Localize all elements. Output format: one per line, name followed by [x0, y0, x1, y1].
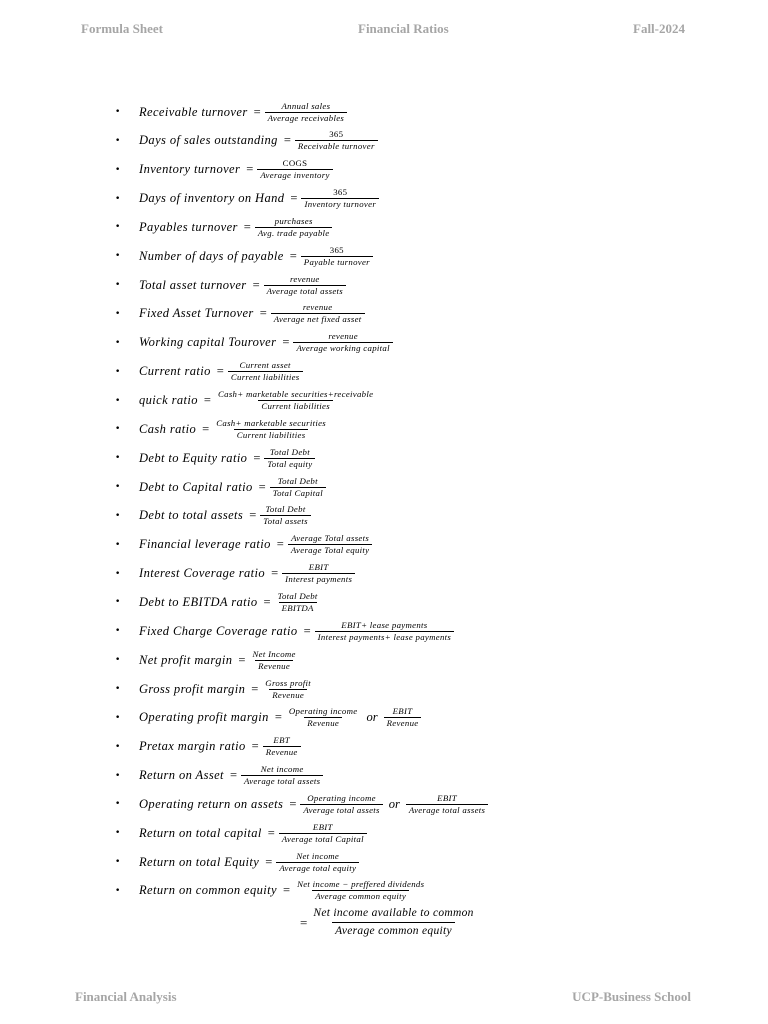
bullet-icon: •: [115, 107, 121, 117]
fraction-numerator: Current asset: [239, 360, 291, 371]
formula-row: [115, 387, 735, 415]
fraction-numerator: EBIT+ lease payments: [341, 619, 428, 630]
bullet-icon: •: [115, 885, 121, 896]
fraction: [213, 418, 329, 441]
fraction-numerator: Net income − preffered dividends: [297, 879, 425, 890]
formula-row: [115, 588, 735, 616]
fraction-denominator: Receivable turnover: [295, 140, 378, 152]
fraction-numerator: Operating income: [307, 792, 376, 803]
fraction-numerator: 365: [329, 244, 344, 255]
fraction: [301, 187, 379, 210]
formula-row: [115, 213, 735, 241]
footer-right-text: UCP-Business School: [572, 989, 691, 1004]
equals-sign: =: [282, 335, 290, 350]
fraction: [279, 822, 367, 845]
formula-name: Receivable turnover: [139, 104, 248, 119]
formula-name: Debt to total assets: [139, 508, 244, 523]
fraction: [295, 129, 378, 152]
fraction-denominator: Average total assets: [264, 285, 346, 297]
equals-sign: =: [258, 479, 266, 494]
bullet-icon: •: [115, 712, 121, 723]
equals-sign: =: [303, 623, 311, 638]
formula-name: Operating return on assets: [139, 796, 284, 811]
formula-row: [115, 271, 735, 299]
bullet-icon: •: [115, 799, 121, 810]
formula-row: [115, 848, 735, 876]
fraction-numerator: EBT: [273, 735, 290, 746]
formula-row: [115, 819, 735, 847]
bullet-icon: •: [115, 424, 121, 435]
fraction-numerator: Annual sales: [281, 100, 331, 111]
fraction-numerator: EBIT: [312, 821, 333, 832]
fraction-denominator: Current liabilities: [228, 371, 303, 383]
page-footer: [0, 989, 768, 1009]
fraction-denominator: Revenue: [384, 717, 422, 729]
fraction-numerator: COGS: [282, 158, 308, 169]
formula-row: [115, 300, 735, 328]
or-text: or: [388, 796, 400, 811]
fraction: [264, 447, 315, 470]
fraction-denominator: Average total assets: [241, 775, 323, 787]
fraction-denominator: Total equity: [264, 458, 315, 470]
formula-name: quick ratio: [139, 393, 198, 407]
fraction-denominator: Total assets: [260, 515, 311, 527]
bullet-icon: •: [115, 453, 121, 464]
fraction-numerator: EBIT: [437, 792, 457, 803]
fraction-numerator: Average Total assets: [291, 533, 370, 544]
fraction-denominator: Avg. trade payable: [255, 227, 333, 239]
fraction-denominator: Average common equity: [312, 890, 409, 902]
fraction-numerator: Gross profit: [265, 677, 312, 688]
fraction-denominator: Average total equity: [276, 862, 359, 874]
fraction: [276, 851, 359, 874]
bullet-icon: •: [115, 539, 121, 550]
fraction-denominator: Average Total equity: [288, 544, 372, 556]
fraction-denominator: Payable turnover: [301, 256, 373, 268]
equals-sign: =: [229, 768, 237, 783]
fraction: [264, 274, 346, 297]
fraction-denominator: Revenue: [304, 717, 342, 729]
bullet-icon: •: [115, 337, 121, 348]
formula-row: [115, 242, 735, 270]
fraction-numerator: Cash+ marketable securities+receivable: [217, 389, 374, 399]
formula-name: Debt to Equity ratio: [139, 450, 248, 465]
formula-continuation: [300, 905, 477, 940]
fraction-numerator: purchases: [274, 215, 313, 226]
formula-row: [115, 675, 735, 703]
formula-row: [115, 358, 735, 386]
formula-row: [115, 127, 735, 155]
fraction: [288, 533, 372, 556]
bullet-icon: •: [115, 280, 121, 291]
equals-sign: =: [289, 248, 297, 263]
formula-name: Financial leverage ratio: [139, 537, 271, 552]
bullet-icon: •: [115, 626, 121, 637]
footer-left-text: Financial Analysis: [75, 989, 177, 1004]
formula-name: Debt to EBITDA ratio: [139, 594, 258, 609]
equals-sign: =: [243, 219, 251, 234]
bullet-icon: •: [115, 655, 121, 666]
fraction-denominator: Average total assets: [406, 804, 488, 816]
fraction-denominator: Average common equity: [332, 922, 455, 940]
fraction-denominator: Revenue: [269, 689, 307, 701]
fraction: [260, 504, 311, 527]
fraction: [275, 591, 321, 614]
fraction: [265, 101, 347, 124]
page-header: [0, 21, 768, 41]
equals-sign: =: [300, 914, 308, 930]
fraction-denominator: Average working capital: [293, 342, 392, 354]
fraction-denominator: Interest payments+ lease payments: [315, 631, 455, 643]
bullet-icon: •: [115, 135, 121, 146]
formula-name: Return on total capital: [139, 825, 262, 840]
fraction-denominator: Current liabilities: [234, 429, 309, 441]
fraction: [301, 245, 373, 268]
bullet-icon: •: [115, 308, 121, 319]
formula-row: [115, 704, 735, 732]
fraction-numerator: EBIT: [392, 706, 413, 717]
fraction-numerator: 365: [329, 129, 344, 140]
bullet-icon: •: [115, 251, 121, 262]
equals-sign: =: [290, 191, 298, 206]
fraction-numerator: Net income available to common: [313, 907, 474, 919]
equals-sign: =: [203, 393, 211, 407]
fraction-numerator: Cash+ marketable securities: [216, 417, 327, 428]
formula-name: Fixed Asset Turnover: [139, 306, 254, 321]
fraction-numerator: Total Debt: [277, 475, 318, 486]
bullet-icon: •: [115, 222, 121, 233]
equals-sign: =: [265, 854, 273, 869]
fraction: [215, 389, 376, 412]
fraction-numerator: 365: [333, 187, 348, 198]
formula-row: [115, 617, 735, 645]
bullet-icon: •: [115, 510, 121, 521]
fraction-denominator: Inventory turnover: [301, 198, 379, 210]
formula-row: [115, 790, 735, 818]
fraction-denominator: Revenue: [263, 746, 301, 758]
header-right-text: Fall-2024: [633, 21, 685, 36]
fraction: [262, 678, 314, 701]
formula-name: Days of inventory on Hand: [139, 191, 285, 206]
fraction-numerator: Total Debt: [277, 590, 318, 601]
formula-name: Return on Asset: [139, 768, 224, 783]
bullet-icon: •: [115, 164, 121, 175]
formula-name: Total asset turnover: [139, 277, 247, 292]
equals-sign: =: [249, 508, 257, 523]
formula-name: Interest Coverage ratio: [139, 566, 266, 581]
formula-name: Number of days of payable: [139, 248, 284, 263]
fraction: [286, 706, 361, 729]
fraction: [282, 562, 355, 585]
formula-name: Operating profit margin: [139, 710, 269, 725]
formula-name: Fixed Charge Coverage ratio: [139, 623, 298, 638]
or-text: or: [366, 710, 378, 725]
formula-row: [115, 646, 735, 674]
equals-sign: =: [276, 537, 284, 552]
fraction: [406, 793, 488, 816]
fraction: [241, 764, 323, 787]
fraction-numerator: Net income: [296, 850, 340, 861]
header-left-text: Formula Sheet: [81, 21, 163, 36]
equals-sign: =: [263, 594, 271, 609]
bullet-icon: •: [115, 193, 121, 204]
fraction: [255, 216, 333, 239]
fraction: [271, 302, 365, 325]
fraction-denominator: Total Capital: [270, 487, 326, 499]
fraction: [384, 706, 422, 729]
formula-name: Current ratio: [139, 364, 211, 379]
equals-sign: =: [283, 883, 291, 898]
bullet-icon: •: [115, 857, 121, 868]
fraction-numerator: Total Debt: [269, 446, 310, 457]
fraction-denominator: Current liabilities: [258, 400, 333, 412]
bullet-icon: •: [115, 597, 121, 608]
bullet-icon: •: [115, 770, 121, 781]
formula-name: Inventory turnover: [139, 162, 241, 177]
fraction-numerator: revenue: [328, 331, 358, 342]
formula-row: [115, 156, 735, 184]
equals-sign: =: [251, 739, 259, 754]
fraction-numerator: revenue: [302, 302, 333, 313]
fraction: [315, 620, 455, 643]
formula-row: [115, 185, 735, 213]
fraction: [294, 879, 427, 902]
fraction: [228, 360, 303, 383]
bullet-icon: •: [115, 395, 121, 406]
formula-name: Return on common equity: [139, 883, 277, 898]
fraction-denominator: Average inventory: [257, 169, 332, 181]
formula-row: [115, 877, 735, 905]
fraction-numerator: EBIT: [308, 562, 329, 573]
bullet-icon: •: [115, 568, 121, 579]
formula-name: Return on total Equity: [139, 854, 260, 869]
fraction-denominator: Average net fixed asset: [271, 313, 365, 325]
formula-name: Payables turnover: [139, 219, 238, 234]
formula-name: Days of sales outstanding: [139, 133, 278, 148]
equals-sign: =: [274, 710, 282, 725]
equals-sign: =: [238, 652, 246, 667]
equals-sign: =: [251, 681, 259, 696]
formula-row: [115, 98, 735, 126]
formula-name: Cash ratio: [139, 421, 197, 436]
equals-sign: =: [253, 450, 261, 465]
equals-sign: =: [252, 277, 260, 292]
equals-sign: =: [271, 566, 279, 581]
formula-row: [115, 444, 735, 472]
fraction-numerator: revenue: [290, 273, 320, 284]
fraction-numerator: Operating income: [288, 706, 358, 717]
fraction: [310, 905, 476, 940]
fraction-denominator: Average total Capital: [279, 833, 367, 845]
fraction: [257, 158, 332, 181]
bullet-icon: •: [115, 366, 121, 377]
formula-row: [115, 733, 735, 761]
equals-sign: =: [259, 306, 267, 321]
fraction-denominator: Average total assets: [300, 804, 382, 816]
equals-sign: =: [202, 421, 210, 436]
formula-row: [115, 560, 735, 588]
fraction: [270, 476, 326, 499]
formula-row: [115, 502, 735, 530]
equals-sign: =: [289, 796, 297, 811]
fraction-denominator: Interest payments: [282, 573, 355, 585]
formula-name: Net profit margin: [139, 652, 233, 667]
equals-sign: =: [267, 825, 275, 840]
formula-name: Gross profit margin: [139, 681, 246, 696]
equals-sign: =: [283, 133, 291, 148]
bullet-icon: •: [115, 741, 121, 752]
fraction: [300, 793, 382, 816]
bullet-icon: •: [115, 684, 121, 694]
fraction-numerator: Net Income: [252, 648, 296, 659]
equals-sign: =: [246, 162, 254, 177]
fraction-numerator: Net income: [260, 764, 304, 775]
bullet-icon: •: [115, 482, 121, 493]
formula-row: [115, 329, 735, 357]
fraction: [263, 735, 301, 758]
formula-name: Working capital Tourover: [139, 335, 277, 350]
header-center-text: Financial Ratios: [358, 21, 449, 36]
bullet-icon: •: [115, 828, 121, 839]
fraction-denominator: Average receivables: [265, 112, 347, 124]
formula-row: [115, 762, 735, 790]
formula-name: Debt to Capital ratio: [139, 479, 253, 494]
fraction: [293, 331, 392, 354]
equals-sign: =: [216, 364, 224, 379]
fraction-denominator: EBITDA: [279, 602, 317, 614]
fraction: [249, 649, 298, 672]
fraction-numerator: Total Debt: [265, 504, 306, 515]
equals-sign: =: [253, 104, 261, 119]
formula-row: [115, 531, 735, 559]
formula-row: [115, 415, 735, 443]
formula-row: [115, 473, 735, 501]
formula-name: Pretax margin ratio: [139, 739, 246, 754]
fraction-denominator: Revenue: [255, 660, 293, 672]
